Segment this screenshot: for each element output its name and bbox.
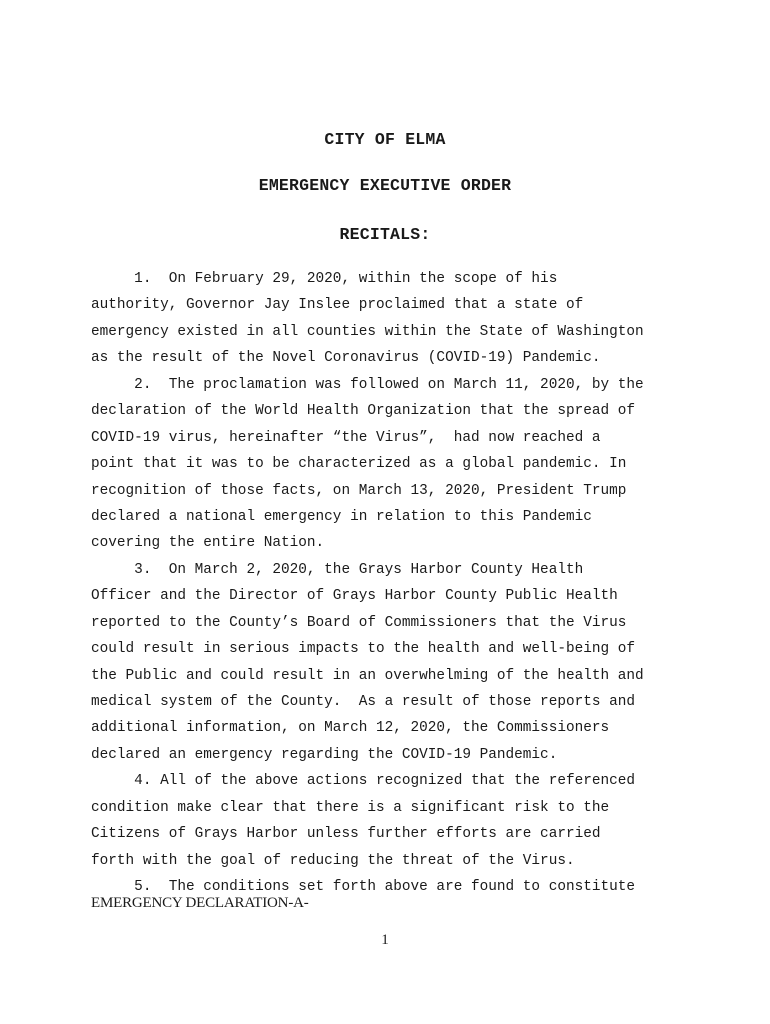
body-line: emergency existed in all counties within the State of Washington (91, 323, 644, 340)
section-heading-recitals: RECITALS: (339, 225, 431, 244)
body-line: 1. On February 29, 2020, within the scope of his (91, 271, 558, 287)
document-title-order: EMERGENCY EXECUTIVE ORDER (258, 176, 512, 195)
body-line: reported to the County’s Board of Commissioners that the Virus (91, 614, 627, 631)
body-line: 4. All of the above actions recognized that the referenced (91, 773, 636, 790)
body-line: declared a national emergency in relation to this Pandemic (91, 508, 592, 525)
document-body (91, 266, 691, 901)
body-line: the Public and could result in an overwhelming of the health and (91, 667, 644, 684)
body-line: forth with the goal of reducing the threat of the Virus. (91, 852, 575, 869)
body-line: declaration of the World Health Organization that the spread of (91, 403, 636, 420)
body-line: as the result of the Novel Coronavirus (COVID-19) Pandemic. (91, 350, 601, 367)
body-line: declared an emergency regarding the COVID-19 Pandemic. (91, 746, 558, 763)
body-line: Officer and the Director of Grays Harbor County Public Health (91, 588, 618, 605)
body-line: point that it was to be characterized as a global pandemic. In (91, 456, 627, 473)
body-line: 5. The conditions set forth above are found to constitute (91, 879, 636, 896)
body-line: could result in serious impacts to the health and well-being of (91, 641, 636, 658)
body-line: medical system of the County. As a result of those reports and (91, 694, 636, 710)
footer-document-title: EMERGENCY DECLARATION-A- (91, 895, 309, 911)
body-line: covering the entire Nation. (91, 535, 325, 552)
body-line: authority, Governor Jay Inslee proclaimed that a state of (91, 297, 584, 314)
document-title-city: CITY OF ELMA (324, 130, 446, 149)
page-number: 1 (381, 932, 389, 948)
body-line: recognition of those facts, on March 13, 2020, President Trump (91, 482, 627, 499)
body-line: additional information, on March 12, 2020, the Commissioners (91, 720, 610, 737)
body-line: 2. The proclamation was followed on March 11, 2020, by the (91, 376, 644, 393)
body-line: Citizens of Grays Harbor unless further efforts are carried (91, 826, 601, 843)
body-line: 3. On March 2, 2020, the Grays Harbor County Health (91, 561, 584, 578)
body-line: COVID-19 virus, hereinafter “the Virus”, had now reached a (91, 429, 601, 446)
body-line: condition make clear that there is a significant risk to the (91, 799, 610, 816)
